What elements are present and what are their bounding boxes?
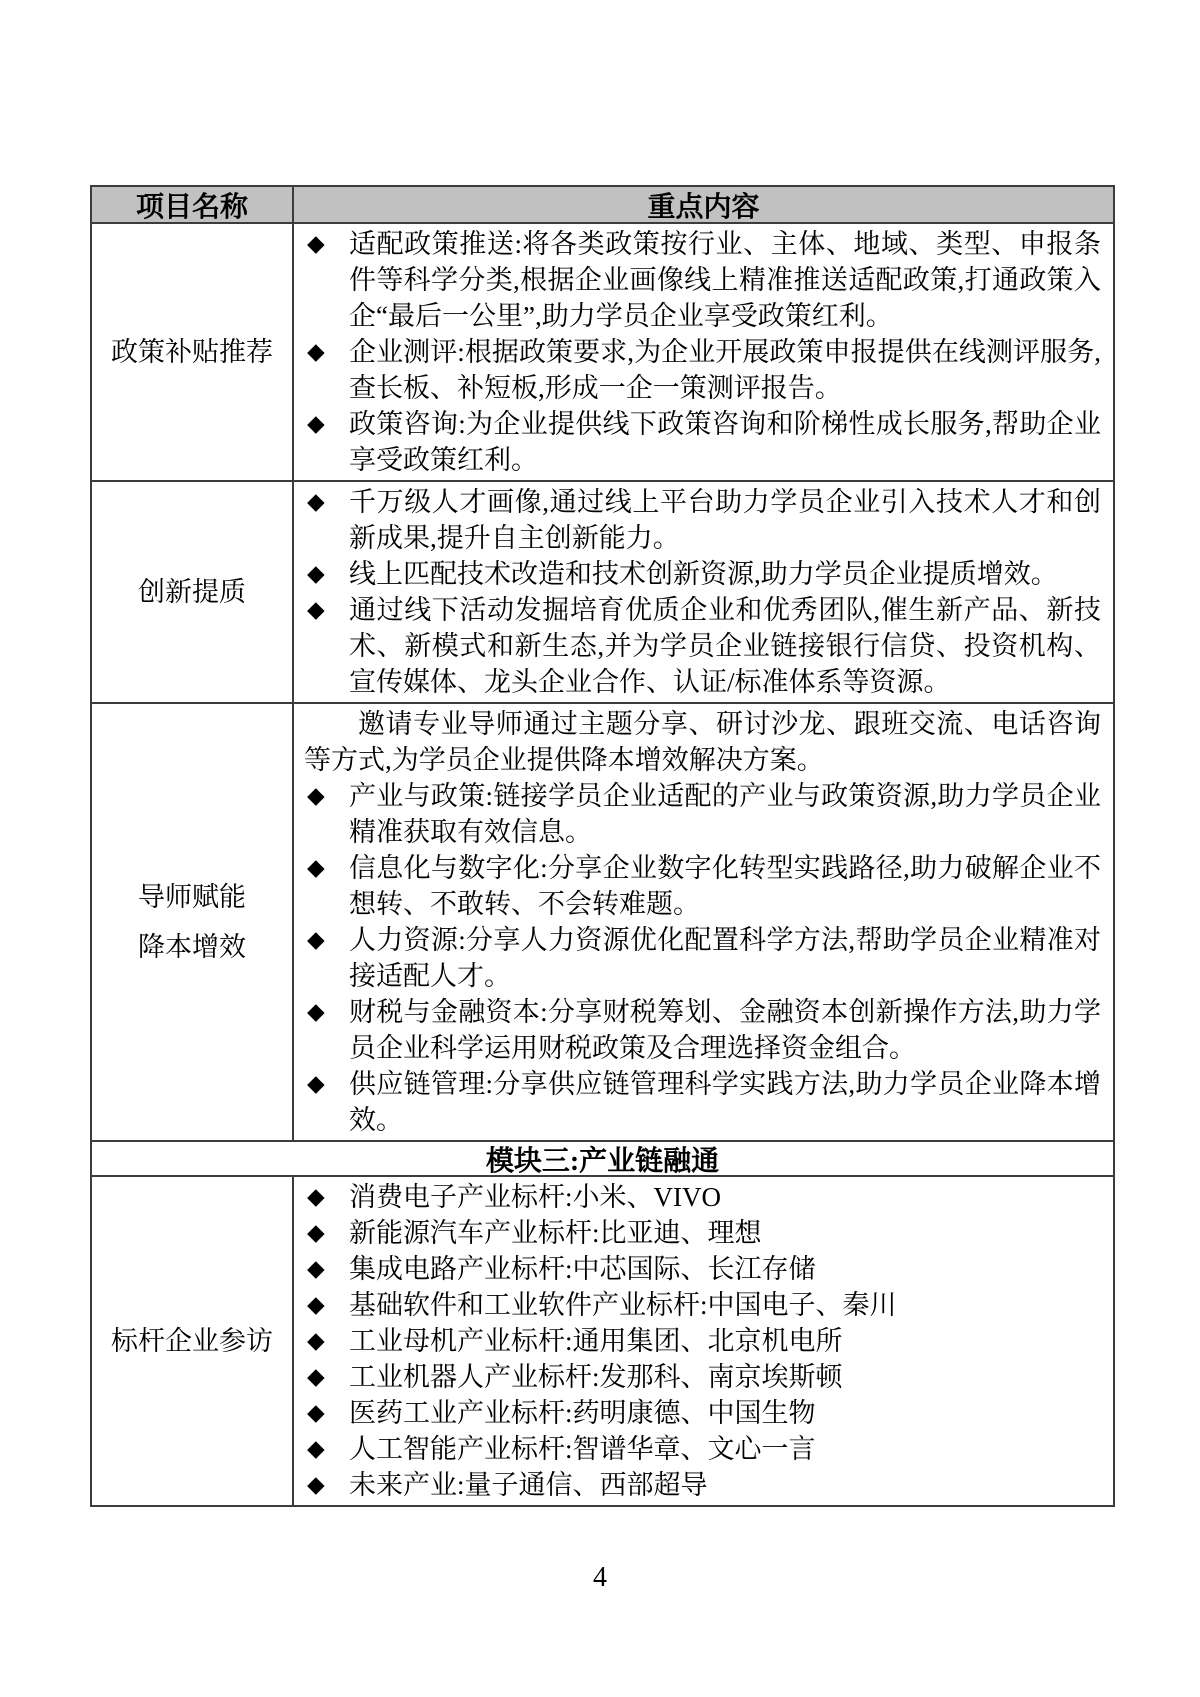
row-content-cell — [294, 482, 1113, 702]
diamond-bullet-icon: ◆ — [307, 1220, 325, 1245]
list-item-text: 产业与政策:链接学员企业适配的产业与政策资源,助力学员企业精准获取有效信息。 — [349, 781, 1101, 847]
list-item — [304, 226, 1101, 334]
list-item-text: 集成电路产业标杆:中芯国际、长江存储 — [349, 1254, 816, 1284]
table-header-row — [92, 187, 1113, 222]
diamond-bullet-icon: ◆ — [307, 411, 325, 436]
module-banner-row — [92, 1140, 1113, 1175]
list-item — [304, 922, 1101, 994]
diamond-bullet-icon: ◆ — [307, 999, 325, 1024]
list-item — [304, 1251, 1101, 1287]
row-label-line: 导师赋能 — [138, 882, 246, 912]
list-item-text: 信息化与数字化:分享企业数字化转型实践路径,助力破解企业不想转、不敢转、不会转难题。 — [349, 853, 1101, 919]
list-item — [304, 1359, 1101, 1395]
row-label-cell — [92, 704, 294, 1140]
list-item — [304, 334, 1101, 406]
diamond-bullet-icon: ◆ — [307, 1292, 325, 1317]
diamond-bullet-icon: ◆ — [307, 561, 325, 586]
list-item — [304, 1179, 1101, 1215]
list-item-text: 工业机器人产业标杆:发那科、南京埃斯顿 — [349, 1362, 843, 1392]
list-item — [304, 1467, 1101, 1503]
diamond-bullet-icon: ◆ — [307, 1256, 325, 1281]
list-item-text: 通过线下活动发掘培育优质企业和优秀团队,催生新产品、新技术、新模式和新生态,并为学员企业链接银行信贷、投资机构、宣传媒体、龙头企业合作、认证/标准体系等资源。 — [349, 595, 1101, 697]
row-content-cell — [294, 704, 1113, 1140]
column-header-project-name: 项目名称 — [92, 187, 294, 222]
row-label-cell — [92, 224, 294, 480]
list-item — [304, 556, 1101, 592]
diamond-bullet-icon: ◆ — [307, 783, 325, 808]
list-item-text: 消费电子产业标杆:小米、VIVO — [349, 1182, 721, 1212]
list-item — [304, 1066, 1101, 1138]
column-header-key-content: 重点内容 — [647, 191, 760, 223]
list-item — [304, 1431, 1101, 1467]
list-item-text: 基础软件和工业软件产业标杆:中国电子、秦川 — [349, 1290, 897, 1320]
list-item — [304, 592, 1101, 700]
list-item — [304, 778, 1101, 850]
list-item — [304, 1287, 1101, 1323]
list-item — [304, 994, 1101, 1066]
list-item — [304, 484, 1101, 556]
row-label-line: 降本增效 — [138, 932, 246, 962]
diamond-bullet-icon: ◆ — [307, 1328, 325, 1353]
table-row-benchmark-visits — [92, 1175, 1113, 1505]
list-item — [304, 406, 1101, 478]
list-item-text: 企业测评:根据政策要求,为企业开展政策申报提供在线测评服务,查长板、补短板,形成一企一策测评报告。 — [349, 337, 1101, 403]
row-content-cell — [294, 224, 1113, 480]
list-item-text: 未来产业:量子通信、西部超导 — [349, 1470, 708, 1500]
table-row-mentor-empowerment — [92, 702, 1113, 1140]
list-item-text: 新能源汽车产业标杆:比亚迪、理想 — [349, 1218, 762, 1248]
module-banner-title: 模块三:产业链融通 — [485, 1145, 720, 1177]
list-item-text: 人工智能产业标杆:智谱华章、文心一言 — [349, 1434, 816, 1464]
list-item-text: 人力资源:分享人力资源优化配置科学方法,帮助学员企业精准对接适配人才。 — [349, 925, 1101, 991]
row-label: 政策补贴推荐 — [111, 337, 273, 367]
diamond-bullet-icon: ◆ — [307, 855, 325, 880]
list-item — [304, 1395, 1101, 1431]
list-item-text: 适配政策推送:将各类政策按行业、主体、地域、类型、申报条件等科学分类,根据企业画像线上精准推送适配政策,打通政策入企“最后一公里”,助力学员企业享受政策红利。 — [349, 229, 1101, 331]
list-item-text: 千万级人才画像,通过线上平台助力学员企业引入技术人才和创新成果,提升自主创新能力。 — [349, 487, 1101, 553]
list-item — [304, 1323, 1101, 1359]
table-row-innovation-quality — [92, 480, 1113, 702]
diamond-bullet-icon: ◆ — [307, 1400, 325, 1425]
diamond-bullet-icon: ◆ — [307, 489, 325, 514]
list-item-text: 医药工业产业标杆:药明康德、中国生物 — [349, 1398, 816, 1428]
diamond-bullet-icon: ◆ — [307, 1364, 325, 1389]
row-label-cell — [92, 1177, 294, 1505]
diamond-bullet-icon: ◆ — [307, 1071, 325, 1096]
diamond-bullet-icon: ◆ — [307, 339, 325, 364]
list-item-text: 政策咨询:为企业提供线下政策咨询和阶梯性成长服务,帮助企业享受政策红利。 — [349, 409, 1101, 475]
row-intro-paragraph: 邀请专业导师通过主题分享、研讨沙龙、跟班交流、电话咨询等方式,为学员企业提供降本增效解决方案。 — [304, 709, 1101, 775]
page-number: 4 — [593, 1562, 607, 1593]
row-label: 创新提质 — [138, 577, 246, 607]
diamond-bullet-icon: ◆ — [307, 1436, 325, 1461]
row-label: 标杆企业参访 — [111, 1326, 273, 1356]
diamond-bullet-icon: ◆ — [307, 1472, 325, 1497]
list-item — [304, 1215, 1101, 1251]
diamond-bullet-icon: ◆ — [307, 1184, 325, 1209]
table-row-policy-subsidy — [92, 222, 1113, 480]
program-table — [90, 185, 1115, 1507]
list-item-text: 线上匹配技术改造和技术创新资源,助力学员企业提质增效。 — [349, 559, 1058, 589]
list-item-text: 供应链管理:分享供应链管理科学实践方法,助力学员企业降本增效。 — [349, 1069, 1101, 1135]
list-item-text: 工业母机产业标杆:通用集团、北京机电所 — [349, 1326, 843, 1356]
row-content-cell — [294, 1177, 1113, 1505]
diamond-bullet-icon: ◆ — [307, 231, 325, 256]
list-item-text: 财税与金融资本:分享财税筹划、金融资本创新操作方法,助力学员企业科学运用财税政策及合理选择资金组合。 — [349, 997, 1101, 1063]
list-item — [304, 850, 1101, 922]
diamond-bullet-icon: ◆ — [307, 927, 325, 952]
row-label-cell — [92, 482, 294, 702]
diamond-bullet-icon: ◆ — [307, 597, 325, 622]
